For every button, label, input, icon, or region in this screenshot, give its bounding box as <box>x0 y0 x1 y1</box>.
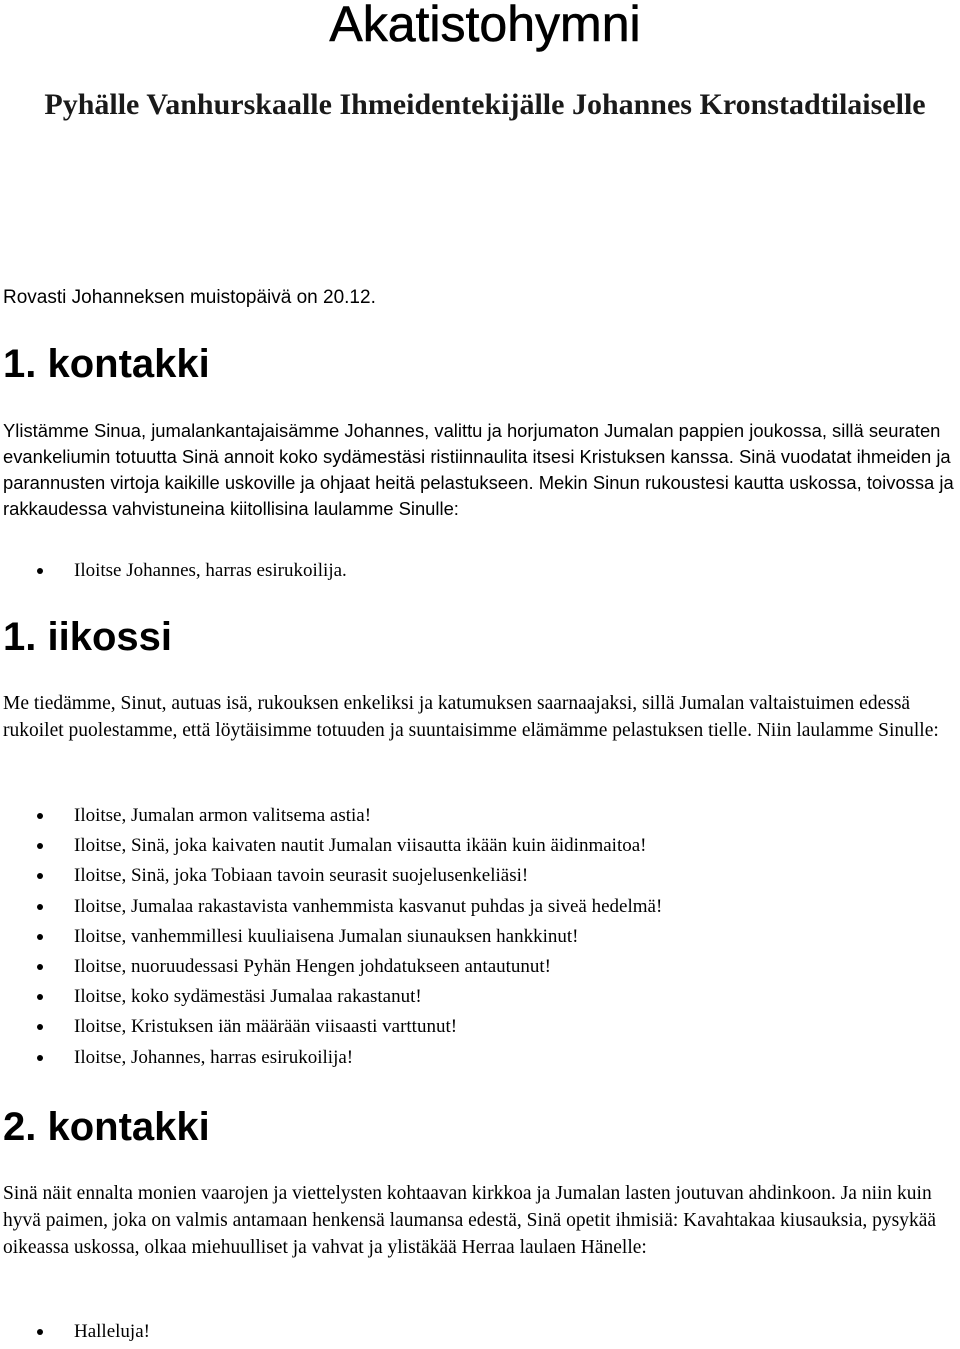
section-paragraph: Ylistämme Sinua, jumalankantajaisämme Johannes, valittu ja horjumaton Jumalan pappien joukossa, sillä seuraten evankeliumin totuutta Sinä annoit koko sydämestäsi ristiinnaulita itsesi Kristuksen kanssa. Sinä vuodatat ihmeiden ja parannusten virtoja kaikille uskoville ja ohjaat heitä pelastukseen. Mekin Sinun rukoustesi kautta uskossa, toivossa ja rakkaudessa vahvistuneina kiitollisina laulamme Sinulle: <box>3 420 954 519</box>
refrain-text: Iloitse, Sinä, joka Tobiaan tavoin seurasit suojelusenkeliäsi! <box>74 865 529 887</box>
section-heading: 1. iikossi <box>3 615 172 659</box>
list-item <box>0 861 955 891</box>
document-title: Akatistohymni <box>329 0 641 52</box>
bullet-icon <box>37 964 43 970</box>
list-item <box>0 982 955 1012</box>
refrain-text: Iloitse, Jumalaa rakastavista vanhemmista kasvanut puhdas ja siveä hedelmä! <box>74 895 663 917</box>
refrain-text: Iloitse, nuoruudessasi Pyhän Hengen johdatukseen antautunut! <box>74 955 552 977</box>
section-paragraph: Me tiedämme, Sinut, autuas isä, rukouksen enkeliksi ja katumuksen saarnaajaksi, sillä Jumalan valtaistuimen edessä rukoilet puolestamme, että löytäisimme totuuden ja suuntaisimme elämämme pelastuksen tielle. Niin laulamme Sinulle: <box>3 693 939 741</box>
refrain-list <box>0 1317 955 1347</box>
bullet-icon <box>37 904 43 910</box>
refrain-text: Iloitse, Kristuksen iän määrään viisaasti varttunut! <box>74 1016 458 1038</box>
bullet-icon <box>37 994 43 1000</box>
list-item <box>0 1012 955 1042</box>
section-paragraph: Sinä näit ennalta monien vaarojen ja viettelysten kohtaavan kirkkoa ja Jumalan lasten joutuvan ahdinkoon. Ja niin kuin hyvä paimen, joka on valmis antamaan henkensä laumansa edestä, Sinä opetit ihmisiä: Kavahtakaa kiusauksia, pysykää oikeassa uskossa, olkaa miehuulliset ja vahvat ja ylistäkää Herraa laulaen Hänelle: <box>3 1183 937 1258</box>
refrain-text: Halleluja! <box>74 1321 150 1342</box>
list-item <box>0 1043 955 1073</box>
refrain-text: Iloitse, koko sydämestäsi Jumalaa rakastanut! <box>74 986 422 1008</box>
list-item <box>0 922 955 952</box>
list-item <box>0 952 955 982</box>
refrain-text: Iloitse, vanhemmillesi kuuliaisena Jumalan siunauksen hankkinut! <box>74 925 579 947</box>
list-item <box>0 801 955 831</box>
document-subtitle: Pyhälle Vanhurskaalle Ihmeidentekijälle Johannes Kronstadtilaiselle <box>44 88 926 121</box>
list-item <box>0 831 955 861</box>
section-heading: 1. kontakki <box>3 342 210 386</box>
bullet-icon <box>37 934 43 940</box>
refrain-list <box>0 556 955 586</box>
list-item <box>0 556 955 586</box>
bullet-icon <box>37 1055 43 1061</box>
refrain-text: Iloitse, Johannes, harras esirukoilija! <box>74 1046 354 1068</box>
refrain-text: Iloitse, Sinä, joka kaivaten nautit Jumalan viisautta ikään kuin äidinmaitoa! <box>74 835 647 857</box>
bullet-icon <box>37 873 43 879</box>
bullet-icon <box>37 568 43 574</box>
bullet-icon <box>37 1024 43 1030</box>
refrain-list <box>0 801 955 1073</box>
bullet-icon <box>37 813 43 819</box>
refrain-text: Iloitse, Jumalan armon valitsema astia! <box>74 805 372 826</box>
refrain-text: Iloitse Johannes, harras esirukoilija. <box>74 560 347 581</box>
list-item <box>0 892 955 922</box>
section-heading: 2. kontakki <box>3 1105 210 1149</box>
list-item <box>0 1317 955 1347</box>
memorial-note: Rovasti Johanneksen muistopäivä on 20.12. <box>3 287 376 308</box>
bullet-icon <box>37 1329 43 1335</box>
bullet-icon <box>37 843 43 849</box>
